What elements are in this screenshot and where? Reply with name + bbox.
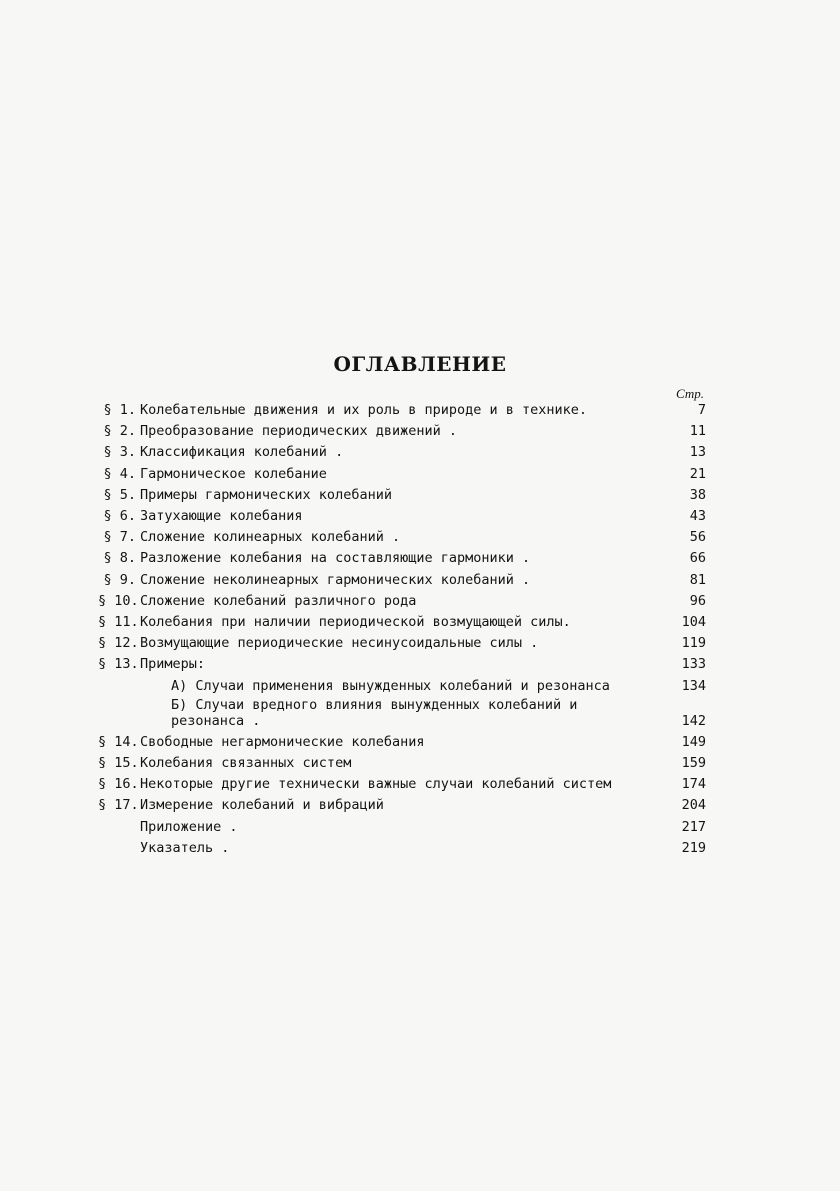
section-number: § 17. [98,797,139,814]
page-number: 11 [689,423,706,440]
sub-section-title: Б) Случаи вредного влияния вынужденных колебаний и резонанса . [171,696,578,729]
page-number: 119 [681,635,706,652]
toc-sub-entry-a [98,676,706,697]
section-title: Сложение колебаний различного рода [140,592,417,609]
toc-entry-9 [98,570,706,591]
sub-section-title: А) Случаи применения вынужденных колебаний и резонанса [171,677,610,694]
section-title: Колебания при наличии периодической возмущающей силы. [140,614,571,631]
toc-entry-11 [98,612,706,633]
section-title: Колебания связанных систем [140,755,352,772]
section-number: § 1. [103,402,136,418]
section-title: Некоторые другие технически важные случаи колебаний систем [140,776,612,793]
page-number: 96 [689,592,706,609]
toc-entry-14 [98,732,706,753]
section-number: § 5. [103,486,136,503]
section-title: Преобразование периодических движений . [140,423,457,440]
page-number: 56 [689,529,706,546]
section-number: § 11. [98,614,139,631]
toc-entry-4 [98,464,706,485]
section-number: § 16. [98,776,139,793]
section-number: § 12. [98,635,139,652]
section-title: Колебательные движения и их роль в природе и в технике. [140,402,588,418]
page-number: 38 [689,486,706,503]
toc-sub-entry-b [98,697,706,732]
toc-entry-15 [98,753,706,774]
section-title: Примеры гармонических колебаний [140,486,392,503]
toc-entry-2 [98,421,706,442]
section-number: § 8. [103,550,136,567]
toc-title: ОГЛАВЛЕНИЕ [333,352,507,376]
section-title: Сложение колинеарных колебаний . [140,529,401,546]
section-number: § 15. [98,755,139,772]
section-number: § 7. [103,529,136,546]
toc-entry-16 [98,774,706,795]
toc-entry-index [98,838,706,859]
page-number: 142 [681,712,706,729]
section-title: Гармоническое колебание [140,465,327,482]
section-number: § 14. [98,733,139,750]
table-of-contents [98,400,706,859]
page-column-label: Стр. [676,386,704,401]
page-number: 159 [681,755,706,772]
section-title: Свободные негармонические колебания [140,733,425,750]
toc-entry-appendix [98,817,706,838]
section-title: Разложение колебания на составляющие гармоники . [140,550,531,567]
page-number: 174 [681,776,706,793]
page-number: 204 [681,797,706,814]
page-number: 7 [697,402,706,418]
section-title: Возмущающие периодические несинусоидальные силы . [140,635,539,652]
page-number: 219 [681,839,706,856]
section-number: § 10. [98,592,139,609]
toc-entry-13 [98,654,706,675]
section-title: Измерение колебаний и вибраций [140,797,384,814]
page-number: 13 [689,444,706,461]
section-title: Сложение неколинеарных гармонических колебаний . [140,571,531,588]
page-number: 66 [689,550,706,567]
toc-entry-10 [98,591,706,612]
page-number: 134 [681,677,706,694]
section-title: Примеры: [140,656,206,673]
section-number: § 13. [98,656,139,673]
page-number: 21 [689,465,706,482]
page-number: 43 [689,508,706,525]
page-number: 217 [681,818,706,835]
section-number: § 6. [103,508,136,525]
page-number: 149 [681,733,706,750]
section-title: Указатель . [140,839,230,856]
section-number: § 9. [103,571,136,588]
section-number: § 2. [103,423,136,440]
page-number: 81 [689,571,706,588]
toc-entry-7 [98,527,706,548]
toc-entry-12 [98,633,706,654]
section-title: Приложение . [140,818,238,835]
page-number: 133 [681,656,706,673]
section-number: § 3. [103,444,136,461]
toc-entry-5 [98,485,706,506]
section-title: Классификация колебаний . [140,444,344,461]
toc-entry-8 [98,548,706,569]
section-number: § 4. [103,465,136,482]
page-number: 104 [681,614,706,631]
toc-entry-1 [98,400,706,421]
toc-entry-17 [98,795,706,816]
section-title: Затухающие колебания [140,508,303,525]
toc-entry-6 [98,506,706,527]
toc-entry-3 [98,442,706,463]
